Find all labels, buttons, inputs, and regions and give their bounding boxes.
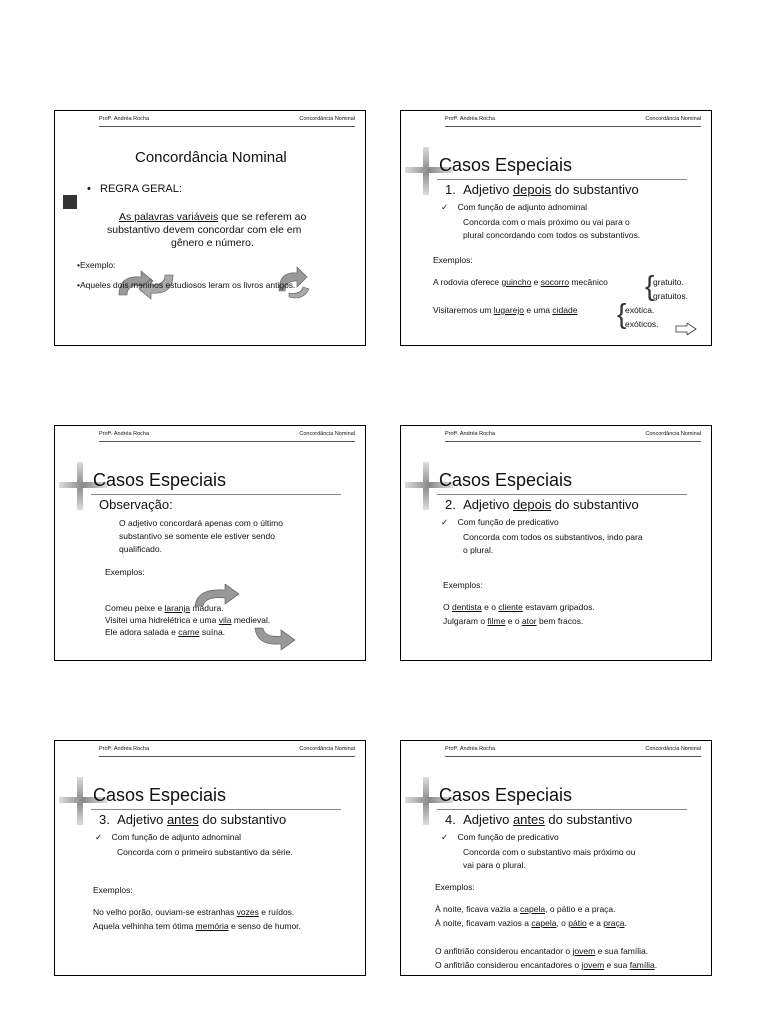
brace-2: { <box>617 298 627 329</box>
example-label: •Exemplo: <box>77 260 116 270</box>
curved-arrow-icon <box>251 624 301 650</box>
example-2: Visitaremos um lugarejo e uma cidade <box>433 305 578 315</box>
header-topic: Concordância Nominal <box>299 431 355 437</box>
title-underline <box>437 179 687 180</box>
brace-1: { <box>645 270 655 301</box>
description-line-2: plural concordando com todos os substantivos. <box>463 230 641 240</box>
title-underline <box>91 494 341 495</box>
slide-title: Casos Especiais <box>439 785 573 805</box>
title-underline <box>91 809 341 810</box>
observation-heading: Observação: <box>99 497 173 512</box>
observation-line-3: qualificado. <box>119 544 163 554</box>
slide-title: Casos Especiais <box>93 785 227 805</box>
example-1-option-1: gratuito. <box>653 277 684 287</box>
slide-title: Casos Especiais <box>93 470 227 490</box>
example-2: Aquela velhinha tem ótima memória e senso de humor. <box>93 921 301 931</box>
example-3: O anfitrião considerou encantador o jovem e sua família. <box>435 946 649 956</box>
check-item: ✓ Com função de adjunto adnominal <box>95 832 242 842</box>
slide-1 <box>54 110 366 346</box>
description-line-1: Concorda com o primeiro substantivo da série. <box>117 847 293 857</box>
example-2: À noite, ficavam vazios a capela, o pátio e a praça. <box>435 918 627 928</box>
example-3: Ele adora salada e carne suína. <box>105 627 226 637</box>
title-underline <box>437 494 687 495</box>
check-item: ✓ Com função de adjunto adnominal <box>441 202 588 212</box>
rule-line-1: As palavras variáveis que se referem ao <box>119 211 307 223</box>
check-icon: ✓ <box>441 832 449 842</box>
slide-title: Casos Especiais <box>439 155 573 175</box>
slide-header <box>445 431 701 442</box>
header-topic: Concordância Nominal <box>645 746 701 752</box>
example-2-option-2: exóticos. <box>625 319 659 329</box>
header-topic: Concordância Nominal <box>299 746 355 752</box>
check-item: ✓ Com função de predicativo <box>441 832 559 842</box>
slide-header <box>99 431 355 442</box>
slide-3 <box>54 425 366 661</box>
header-author: Profª. Andréa Rocha <box>99 746 150 752</box>
examples-label: Exemplos: <box>443 580 483 590</box>
section-heading: 1. Adjetivo depois do substantivo <box>445 182 639 197</box>
slide-header <box>99 116 355 127</box>
example-1: À noite, ficava vazia a capela, o pátio e a praça. <box>435 904 616 914</box>
examples-label: Exemplos: <box>435 882 475 892</box>
slide-header <box>99 746 355 757</box>
slide-2 <box>400 110 712 346</box>
slide-title: Casos Especiais <box>439 470 573 490</box>
check-icon: ✓ <box>441 202 449 212</box>
header-author: Profª. Andréa Rocha <box>445 746 496 752</box>
examples-label: Exemplos: <box>93 885 133 895</box>
example-1: O dentista e o cliente estavam gripados. <box>443 602 595 612</box>
example-2: Julgaram o filme e o ator bem fracos. <box>443 616 584 626</box>
description-line-2: o plural. <box>463 545 494 555</box>
example-2: Visitei uma hidrelétrica e uma vila medieval. <box>105 615 271 625</box>
description-line-1: Concorda com o substantivo mais próximo ou <box>463 847 636 857</box>
slide-5 <box>54 740 366 976</box>
examples-label: Exemplos: <box>105 567 145 577</box>
example-1-option-2: gratuitos. <box>653 291 688 301</box>
slide-header <box>445 746 701 757</box>
bullet-regra: • REGRA GERAL: <box>87 183 182 195</box>
cross-decoration <box>54 189 99 237</box>
slide-6 <box>400 740 712 976</box>
header-author: Profª. Andréa Rocha <box>445 116 496 122</box>
example-1: Comeu peixe e laranja madura. <box>105 603 224 613</box>
observation-line-2: substantivo se somente ele estiver sendo <box>119 531 275 541</box>
check-icon: ✓ <box>441 517 449 527</box>
example-1: A rodovia oferece guincho e socorro mecânico <box>433 277 608 287</box>
slide-header <box>445 116 701 127</box>
example-2-option-1: exótica. <box>625 305 655 315</box>
example-1: No velho porão, ouviam-se estranhas vozes e ruídos. <box>93 907 295 917</box>
check-item: ✓ Com função de predicativo <box>441 517 559 527</box>
section-heading: 4. Adjetivo antes do substantivo <box>445 812 633 827</box>
example-4: O anfitrião considerou encantadores o jovem e sua família. <box>435 960 658 970</box>
section-heading: 2. Adjetivo depois do substantivo <box>445 497 639 512</box>
header-author: Profª. Andréa Rocha <box>99 431 150 437</box>
description-line-2: vai para o plural. <box>463 860 526 870</box>
description-line-1: Concorda com o mais próximo ou vai para o <box>463 217 630 227</box>
next-arrow-icon[interactable] <box>675 323 697 335</box>
check-icon: ✓ <box>95 832 103 842</box>
slide-title: Concordância Nominal <box>135 149 287 166</box>
example-sentence: •Aqueles dois meninos estudiosos leram os livros antigos. <box>77 280 296 290</box>
header-topic: Concordância Nominal <box>645 116 701 122</box>
title-underline <box>437 809 687 810</box>
description-line-1: Concorda com todos os substantivos, indo para <box>463 532 643 542</box>
observation-line-1: O adjetivo concordará apenas com o último <box>119 518 283 528</box>
header-topic: Concordância Nominal <box>645 431 701 437</box>
examples-label: Exemplos: <box>433 255 473 265</box>
header-author: Profª. Andréa Rocha <box>99 116 150 122</box>
rule-line-2: substantivo devem concordar com ele em <box>107 224 302 236</box>
section-heading: 3. Adjetivo antes do substantivo <box>99 812 287 827</box>
header-topic: Concordância Nominal <box>299 116 355 122</box>
header-author: Profª. Andréa Rocha <box>445 431 496 437</box>
slide-4 <box>400 425 712 661</box>
rule-line-3: gênero e número. <box>171 237 254 249</box>
